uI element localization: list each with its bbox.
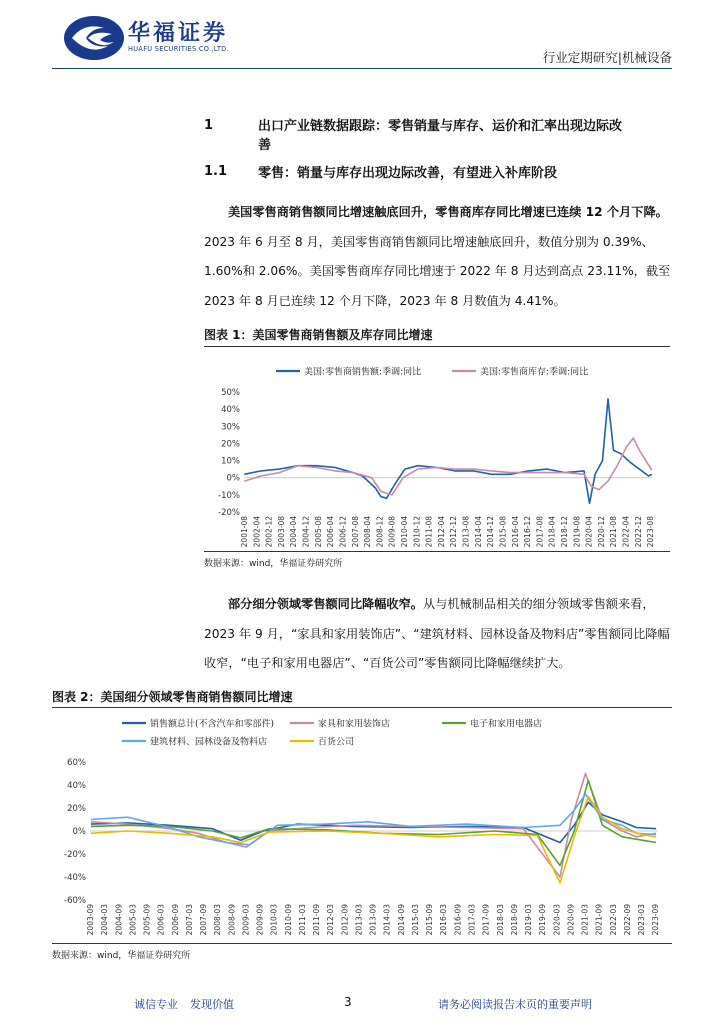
- chart-1-y-tick: 0%: [226, 473, 240, 484]
- logo-cn: 华福证券: [128, 20, 229, 46]
- chart-2-legend-label: 销售额总计(不含汽车和零部件): [150, 719, 275, 730]
- chart-2-x-tick: 2019-09: [538, 904, 548, 936]
- chart-2-x-tick: 2014-09: [396, 904, 406, 936]
- chart-1-x-tick: 2002-04: [252, 516, 262, 548]
- chart-2-x-tick: 2014-03: [382, 904, 392, 936]
- subsection-number: 1.1: [204, 164, 228, 179]
- chart-2-x-tick: 2015-09: [425, 904, 435, 936]
- paragraph-1-lead: 美国零售商销售额同比增速触底回升，零售商库存同比增速已连续 12 个月下降。: [228, 205, 668, 219]
- figure-1-source: 数据来源：wind，华福证券研究所: [204, 559, 343, 569]
- logo-en: HUAFU SECURITIES CO.,LTD.: [128, 45, 229, 53]
- chart-1-legend-label: 美国:零售商销售额:季调:同比: [304, 367, 422, 378]
- chart-1-x-tick: 2004-04: [289, 516, 299, 548]
- chart-2-y-tick: 20%: [67, 804, 86, 814]
- chart-1-x-tick: 2020-04: [584, 516, 594, 548]
- chart-2-x-tick: 2010-03: [269, 904, 279, 936]
- chart-1-y-tick: 40%: [221, 405, 240, 416]
- chart-2-x-tick: 2018-03: [495, 904, 505, 936]
- chart-1-x-tick: 2012-04: [436, 516, 446, 548]
- chart-2-x-tick: 2013-09: [368, 904, 378, 936]
- chart-1-x-tick: 2006-12: [338, 516, 348, 548]
- chart-1-legend-label: 美国:零售商库存:季调:同比: [480, 367, 589, 378]
- chart-2-y-tick: 40%: [67, 781, 86, 791]
- chart-2-legend-label: 百货公司: [318, 737, 355, 748]
- chart-2-x-tick: 2016-09: [453, 904, 463, 936]
- chart-1-x-tick: 2013-08: [461, 516, 471, 548]
- figure-1-top-rule: [204, 346, 670, 347]
- chart-2-y-tick: -40%: [64, 873, 86, 883]
- chart-1-x-tick: 2019-08: [572, 516, 582, 548]
- chart-1-x-tick: 2007-08: [350, 516, 360, 548]
- report-type: 行业定期研究|机械设备: [542, 50, 672, 65]
- header-divider: [52, 68, 672, 69]
- chart-1-y-tick: 20%: [221, 439, 240, 450]
- chart-2-x-tick: 2007-09: [199, 904, 209, 936]
- chart-1-x-tick: 2014-04: [473, 516, 483, 548]
- chart-2-x-tick: 2006-03: [156, 904, 166, 936]
- chart-2-x-tick: 2018-09: [509, 904, 519, 936]
- chart-2-x-tick: 2005-09: [142, 904, 152, 936]
- chart-1-x-tick: 2006-04: [326, 516, 336, 548]
- paragraph-2-lead: 部分细分领域零售额同比降幅收窄。: [228, 597, 423, 611]
- paragraph-2-body: 从与机械制品相关的细分领域零售额来看，2023 年 9 月，“家具和家用装饰店”、“建筑材料、园林设备及物料店”零售额同比降幅收窄，“电子和家用电器店”、“百货公司”零售额同比降幅继续扩大。: [204, 597, 670, 670]
- chart-2-x-tick: 2023-09: [651, 904, 661, 936]
- chart-1-x-tick: 2005-08: [313, 516, 323, 548]
- chart-1-series-0: [244, 399, 652, 504]
- chart-1-x-tick: 2008-12: [375, 516, 385, 548]
- chart-2-x-tick: 2020-03: [552, 904, 562, 936]
- paragraph-1: [204, 198, 674, 316]
- chart-2-x-tick: 2015-03: [410, 904, 420, 936]
- chart-1-x-tick: 2004-12: [301, 516, 311, 548]
- figure-2-top-rule: [52, 707, 672, 708]
- chart-1-x-tick: 2016-12: [523, 516, 533, 548]
- chart-2: [52, 710, 672, 942]
- chart-1-y-tick: -20%: [218, 508, 240, 518]
- chart-2-x-tick: 2008-09: [227, 904, 237, 936]
- chart-1-x-tick: 2018-04: [547, 516, 557, 548]
- chart-2-x-tick: 2004-09: [114, 904, 124, 936]
- figure-2-bottom-rule: [52, 943, 672, 944]
- chart-1-x-tick: 2016-04: [510, 516, 520, 548]
- paragraph-2: [204, 590, 674, 679]
- chart-2-x-tick: 2019-03: [524, 904, 534, 936]
- chart-2-x-tick: 2007-03: [184, 904, 194, 936]
- chart-2-legend-label: 家具和家用装饰店: [318, 719, 391, 730]
- chart-2-y-tick: 60%: [67, 758, 86, 768]
- subsection-title: 零售：销量与库存出现边际改善，有望进入补库阶段: [258, 166, 558, 181]
- chart-1-x-tick: 2010-12: [412, 516, 422, 548]
- chart-1-x-tick: 2010-04: [400, 516, 409, 548]
- chart-2-x-tick: 2017-03: [467, 904, 477, 936]
- chart-2-x-tick: 2003-09: [86, 904, 95, 936]
- chart-1-x-tick: 2020-12: [596, 516, 606, 548]
- chart-2-x-tick: 2010-09: [283, 904, 293, 936]
- chart-2-y-tick: -20%: [64, 850, 86, 860]
- chart-2-x-tick: 2021-03: [580, 904, 590, 936]
- chart-1-y-tick: 50%: [221, 388, 240, 398]
- footer-disclaimer: 请务必阅读报告末页的重要声明: [438, 998, 592, 1011]
- chart-1-x-tick: 2022-12: [633, 516, 643, 548]
- figure-2-source: 数据来源：wind，华福证券研究所: [52, 951, 191, 961]
- section-title-line2: 善: [258, 138, 272, 153]
- chart-2-x-tick: 2021-09: [594, 904, 604, 936]
- chart-2-x-tick: 2012-03: [326, 904, 336, 936]
- chart-1-x-tick: 2017-08: [535, 516, 545, 548]
- chart-2-x-tick: 2011-03: [297, 904, 307, 936]
- chart-2-x-tick: 2013-03: [354, 904, 364, 936]
- chart-1-x-tick: 2002-12: [264, 516, 274, 548]
- chart-2-x-tick: 2004-03: [100, 904, 110, 936]
- footer-slogan-1: 诚信专业: [134, 998, 178, 1011]
- chart-1-x-tick: 2008-04: [363, 516, 373, 548]
- chart-1-x-tick: 2012-12: [449, 516, 459, 548]
- chart-1-x-tick: 2011-08: [424, 516, 434, 548]
- logo-mark-icon: [62, 14, 128, 62]
- figure-1-bottom-rule: [204, 551, 670, 552]
- figure-1-title: 图表 1：美国零售商销售额及库存同比增速: [204, 328, 433, 342]
- page-number: 3: [344, 995, 352, 1009]
- chart-1: [204, 350, 670, 550]
- chart-2-x-tick: 2009-09: [255, 904, 265, 936]
- chart-2-x-tick: 2012-09: [340, 904, 350, 936]
- chart-1-x-tick: 2009-08: [387, 516, 397, 548]
- chart-1-x-tick: 2021-08: [609, 516, 619, 548]
- chart-2-x-tick: 2022-03: [608, 904, 618, 936]
- chart-2-x-tick: 2009-03: [241, 904, 251, 936]
- chart-1-x-tick: 2001-08: [240, 516, 249, 548]
- chart-2-x-tick: 2016-03: [439, 904, 449, 936]
- chart-2-x-tick: 2006-09: [170, 904, 180, 936]
- chart-1-x-tick: 2003-08: [276, 516, 286, 548]
- chart-1-series-1: [244, 438, 652, 495]
- chart-2-y-tick: -60%: [64, 896, 86, 906]
- chart-1-x-tick: 2023-08: [646, 516, 656, 548]
- chart-2-x-tick: 2008-03: [213, 904, 223, 936]
- chart-2-x-tick: 2011-09: [312, 904, 322, 936]
- chart-2-legend-label: 建筑材料、园林设备及物料店: [150, 737, 268, 748]
- footer-slogan-2: 发现价值: [190, 998, 234, 1011]
- chart-2-x-tick: 2020-09: [566, 904, 576, 936]
- chart-1-x-tick: 2014-12: [486, 516, 496, 548]
- chart-2-x-tick: 2005-03: [128, 904, 138, 936]
- chart-1-y-tick: 30%: [221, 422, 240, 433]
- chart-2-legend-label: 电子和家用电器店: [470, 719, 543, 730]
- chart-2-x-tick: 2017-09: [481, 904, 491, 936]
- chart-1-x-tick: 2022-04: [621, 516, 631, 548]
- chart-2-x-tick: 2022-09: [622, 904, 632, 936]
- chart-2-y-tick: 0%: [72, 827, 86, 837]
- figure-2-title: 图表 2：美国细分领域零售商销售额同比增速: [52, 690, 293, 704]
- section-number: 1: [204, 118, 214, 133]
- chart-1-x-tick: 2018-12: [560, 516, 569, 548]
- chart-1-y-tick: 10%: [221, 456, 240, 467]
- section-title: [258, 117, 678, 155]
- chart-2-x-tick: 2023-03: [637, 904, 647, 936]
- paragraph-1-body: 2023 年 6 月至 8 月，美国零售商销售额同比增速触底回升，数值分别为 0.39%、1.60%和 2.06%。美国零售商库存同比增速于 2022 年 8 月达到高点 23.11%，截至 2023 年 8 月已连续 12 个月下降，2023 年 8 月数值为 4.41%。: [204, 234, 671, 308]
- chart-1-y-tick: -10%: [218, 490, 240, 501]
- section-title-line1: 出口产业链数据跟踪：零售销量与库存、运价和汇率出现边际改: [258, 119, 623, 134]
- chart-1-x-tick: 2015-08: [498, 516, 508, 548]
